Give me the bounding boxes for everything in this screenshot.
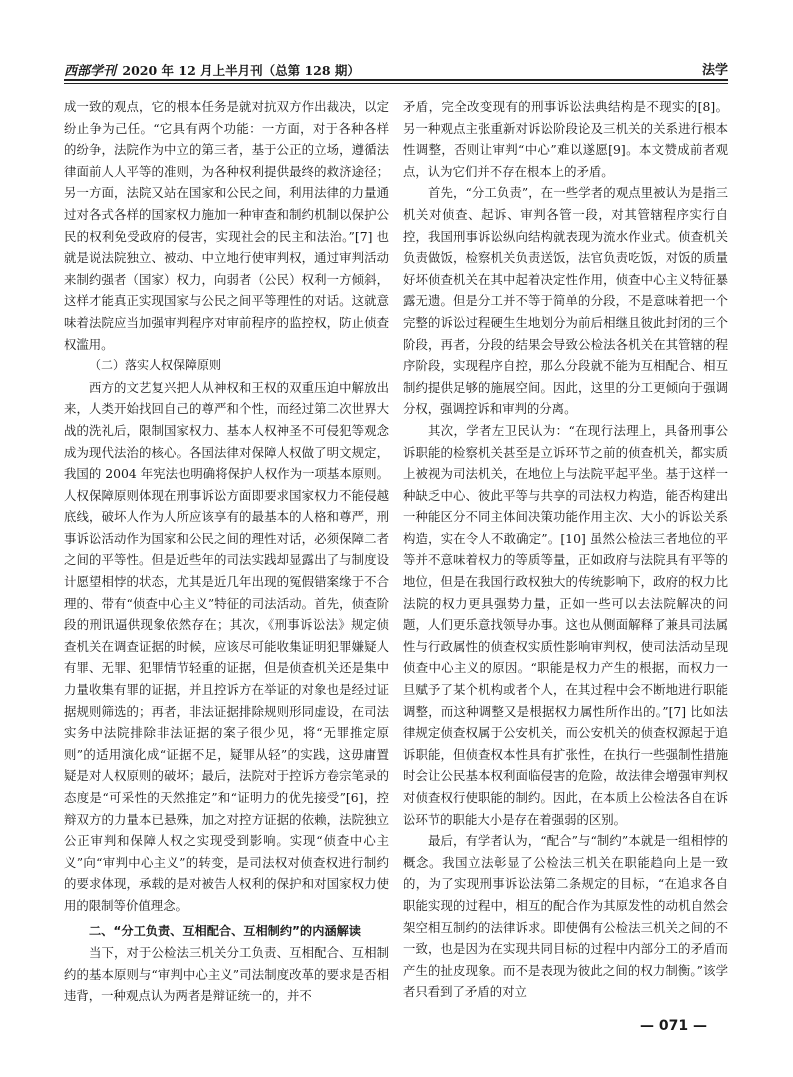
journal-title: 西部学刊 <box>64 64 117 79</box>
header-rule-thin <box>64 83 728 84</box>
page-number: — 071 — <box>640 1018 707 1034</box>
right-paragraph-2: 首先，“分工负责”，在一些学者的观点里被认为是指三机关对侦查、起诉、审判各管一段，对其管辖程序实行自控，我国刑事诉讼纵向结构就表现为流水作业式。侦查机关负责做饭，检察机关负责送饭，法官负责吃饭，对饭的质量好坏侦查机关在其中起着决定性作用，侦查中心主义特征暴露无遗。但是分工并不等于简单的分段，不是意味着把一个完整的诉讼过程硬生生地划分为前后相继且彼此封闭的三个阶段，再者，分段的结果会导致公检法各机关在其管辖的程序阶段，实现程序自控，那么分段就不能为互相配合、相互制约提供足够的施展空间。因此，这里的分工更倾向于强调分权，强调控诉和审判的分离。 <box>403 185 728 417</box>
header-journal-info <box>64 60 360 79</box>
right-paragraph-3: 其次，学者左卫民认为：“在现行法理上，具备刑事公诉职能的检察机关甚至是立诉环节之前的侦查机关，都实质上被视为司法机关，在地位上与法院平起平坐。基于这样一种缺乏中心、彼此平等与共享的司法权力构造，能否构建出一种能区分不同主体间决策功能作用主次、大小的诉讼关系构造，实在令人不敢确定”。[10] 虽然公检法三者地位的平等并不意味着权力的等质等量，正如政府与法院具有平等的地位，但是在我国行政权独大的传统影响下，政府的权力比法院的权力更具强势力量，正如一些可以去法院解决的问题，人们更乐意找领导办事。这也从侧面解释了兼具司法属性与行政属性的侦查权实质性影响审判权，使司法活动呈现侦查中心主义的原因。“职能是权力产生的根据，而权力一旦赋予了某个机构或者个人，在其过程中会不断地进行职能调整，而这种调整又是根据权力属性所作出的。”[7] 比如法律规定侦查权属于公安机关，而公安机关的侦查权源起于追诉职能，但侦查权本性具有扩张性，在执行一些强制性措施时会让公民基本权利面临侵害的危险，故法律会增强审判权对侦查权行使职能的制约。因此，在本质上公检法各自在诉讼环节的职能大小是存在着强弱的区别。 <box>403 422 728 827</box>
right-column <box>403 96 728 1031</box>
page-header <box>64 58 728 82</box>
header-section: 法学 <box>701 63 728 78</box>
section-heading: 二、“分工负责、互相配合、互相制约”的内涵解读 <box>89 923 361 938</box>
right-paragraph-1: 矛盾，完全改变现有的刑事诉讼法典结构是不现实的[8]。另一种观点主张重新对诉讼阶段论及三机关的关系进行根本性调整，否则让审判“中心”难以遂愿[9]。本文赞成前者观点，认为它们并不存在根本上的矛盾。 <box>403 99 728 179</box>
subsection-heading: （二）落实人权保障原则 <box>89 358 222 373</box>
journal-issue: 2020 年 12 月上半月刊（总第 128 期） <box>122 63 360 78</box>
header-rule-thick <box>64 79 728 81</box>
left-paragraph-3: 当下，对于公检法三机关分工负责、互相配合、互相制约的基本原则与“审判中心主义”司法制度改革的要求是否相违背，一种观点认为两者是辩证统一的，并不 <box>64 945 389 1004</box>
left-paragraph-1: 成一致的观点，它的根本任务是就对抗双方作出裁决，以定纷止争为己任。“它具有两个功能：一方面，对于各种各样的纷争，法院作为中立的第三者，基于公正的立场，遵循法律面前人人平等的准则，为各种权利提供最终的救济途径；另一方面，法院又站在国家和公民之间，利用法律的力量通过对各式各样的国家权力施加一种审查和制约机制以保护公民的权利免受政府的侵害，实现社会的民主和法治。”[7] 也就是说法院独立、被动、中立地行使审判权，通过审判活动来制约强者（国家）权力，向弱者（公民）权利一方倾斜，这样才能真正实现国家与公民之间平等理性的对话。这就意味着法院应当加强审判程序对审前程序的监控权，防止侦查权滥用。 <box>64 99 389 352</box>
right-paragraph-4: 最后，有学者认为，“配合”与“制约”本就是一组相悖的概念。我国立法彰显了公检法三机关在职能趋向上是一致的，为了实现刑事诉讼法第二条规定的目标，“在追求各自职能实现的过程中，相互的配合作为其原发性的动机自然会架空相互制约的法律诉求。即使偶有公检法三机关之间的不一致，也是因为在实现共同目标的过程中内部分工的矛盾而产生的扯皮现象。而不是表现为彼此之间的权力制衡。”该学者只看到了矛盾的对立 <box>403 833 728 1000</box>
left-column <box>64 96 389 1031</box>
left-paragraph-2: 西方的文艺复兴把人从神权和王权的双重压迫中解放出来，人类开始找回自己的尊严和个性，而经过第二次世界大战的洗礼后，限制国家权力、基本人权神圣不可侵犯等观念成为现代法治的核心。各国法律对保障人权做了明文规定，我国的 2004 年宪法也明确将保护人权作为一项基本原则。人权保障原则体现在刑事诉讼方面即要求国家权力不能侵越底线，破坏人作为人所应该享有的最基本的人格和尊严，刑事诉讼活动作为国家和公民之间的理性对话，必须保障二者之间的平等性。但是近些年的司法实践却显露出了与制度设计愿望相悖的状态，尤其是近几年出现的冤假错案缘于不合理的、带有“侦查中心主义”特征的司法活动。首先，侦查阶段的刑讯逼供现象依然存在；其次，《刑事诉讼法》规定侦查机关在调查证据的时候，应该尽可能收集证明犯罪嫌疑人有罪、无罪、犯罪情节轻重的证据，但是侦查机关还是集中力量收集有罪的证据，并且控诉方在举证的对象也是经过证据规则筛选的；再者，非法证据排除规则形同虚设，在司法实务中法院排除非法证据的案子很少见，将“无罪推定原则”的适用演化成“证据不足，疑罪从轻”的实践，这毋庸置疑是对人权原则的破坏；最后，法院对于控诉方卷宗笔录的态度是“可采性的天然推定”和“证明力的优先接受”[6]，控辩双方的力量本已悬殊，加之对控方证据的依赖，法院独立公正审判和保障人权之实现受到影响。实现“侦查中心主义”向“审判中心主义”的转变，是司法权对侦查权进行制约的要求体现，承载的是对被告人权利的保护和对国家权力使用的限制等价值理念。 <box>64 379 389 913</box>
